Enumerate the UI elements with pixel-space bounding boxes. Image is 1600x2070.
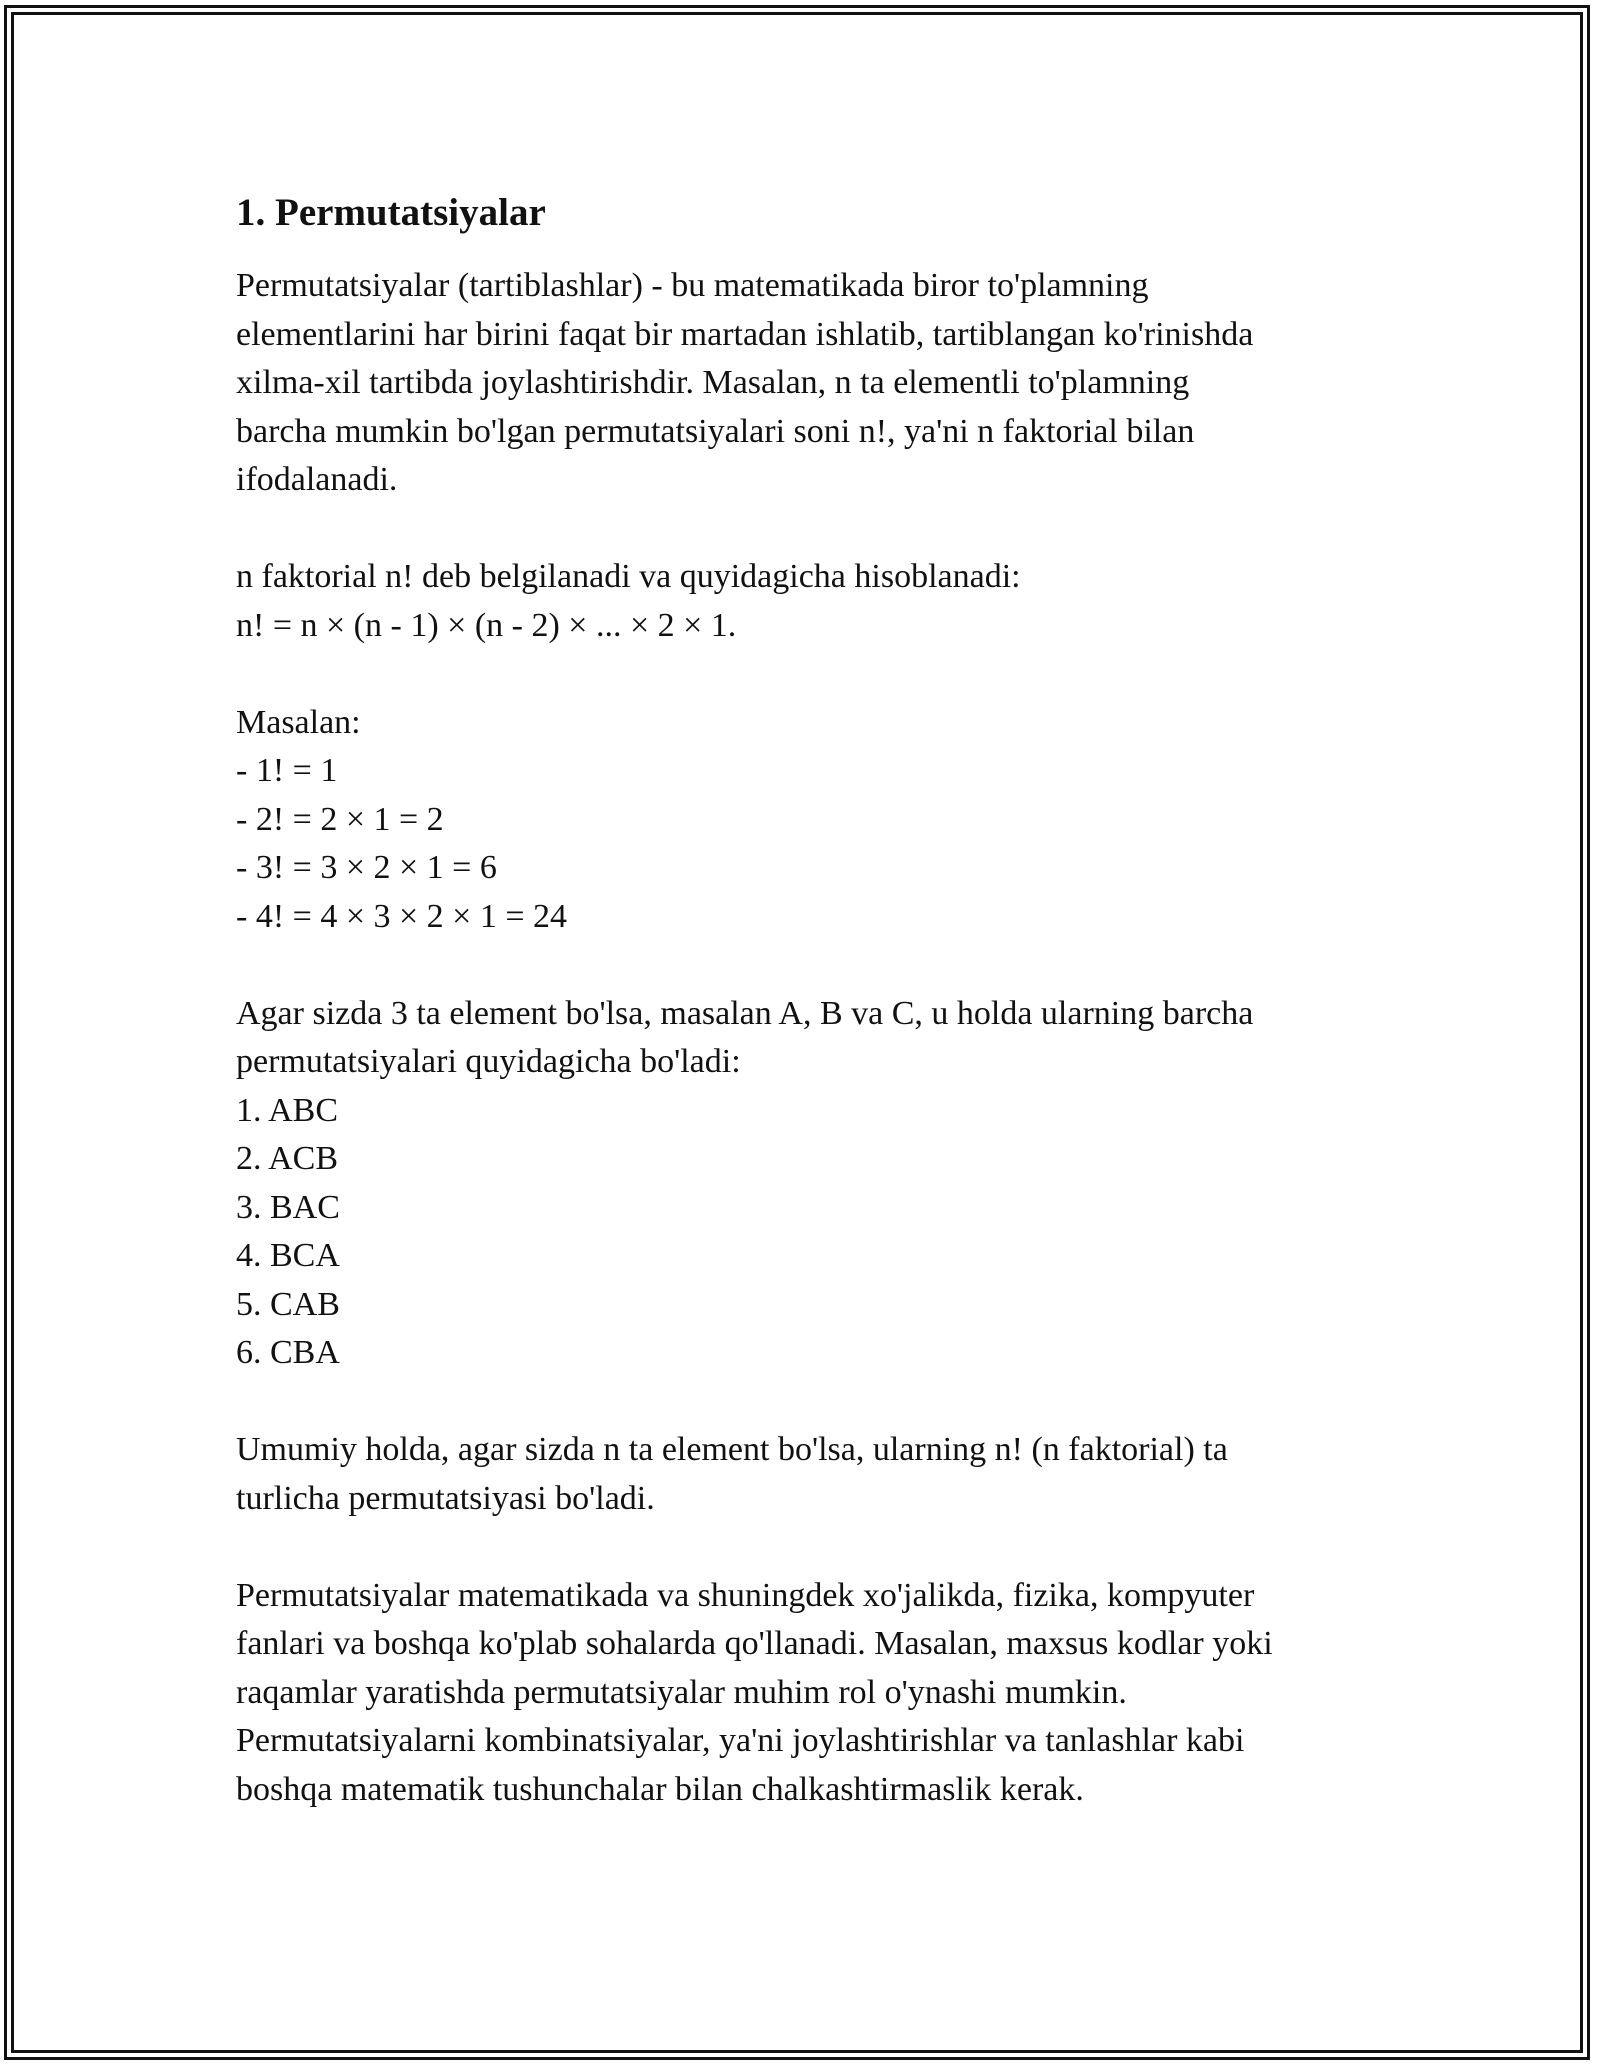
example-item: - 2! = 2 × 1 = 2	[236, 800, 444, 838]
text-line: elementlarini har birini faqat bir martadan ishlatib, tartiblangan ko'rinishda	[236, 315, 1254, 353]
paragraph-gap	[236, 941, 1386, 990]
example-item: - 3! = 3 × 2 × 1 = 6	[236, 849, 497, 886]
example-item: - 1! = 1	[236, 752, 338, 789]
paragraph-gap	[236, 1523, 1386, 1572]
permutation-item: 5. CAB	[236, 1285, 340, 1323]
text-line: boshqa matematik tushunchalar bilan chalkashtirmaslik kerak.	[236, 1770, 1084, 1808]
permutation-item: 6. CBA	[236, 1334, 340, 1371]
examples-heading: Masalan:	[236, 703, 361, 741]
text-line: barcha mumkin bo'lgan permutatsiyalari soni n!, ya'ni n faktorial bilan	[236, 412, 1195, 450]
text-line: Permutatsiyalarni kombinatsiyalar, ya'ni joylashtirishlar va tanlashlar kabi	[236, 1722, 1245, 1759]
text-line: Permutatsiyalar (tartiblashlar) - bu matematikada biror to'plamning	[236, 267, 1149, 304]
usage-paragraph	[236, 1572, 1386, 1815]
paragraph-gap	[236, 650, 1386, 699]
permutation-item: 1. ABC	[236, 1091, 339, 1129]
abc-permutations	[236, 990, 1386, 1378]
paragraph-gap	[236, 1378, 1386, 1427]
paragraph-gap	[236, 505, 1386, 554]
document-body	[236, 187, 1386, 1814]
permutation-item: 2. ACB	[236, 1140, 339, 1177]
intro-paragraph	[236, 262, 1386, 505]
permutation-item: 4. BCA	[236, 1237, 340, 1274]
text-line: xilma-xil tartibda joylashtirishdir. Masalan, n ta elementli to'plamning	[236, 364, 1190, 401]
text-line: Agar sizda 3 ta element bo'lsa, masalan A, B va C, u holda ularning barcha	[236, 994, 1254, 1032]
text-line: turlicha permutatsiyasi bo'ladi.	[236, 1479, 655, 1517]
factorial-examples	[236, 699, 1386, 942]
general-paragraph	[236, 1426, 1386, 1523]
text-line: fanlari va boshqa ko'plab sohalarda qo'llanadi. Masalan, maxsus kodlar yoki	[236, 1625, 1273, 1662]
text-line: raqamlar yaratishda permutatsiyalar muhim rol o'ynashi mumkin.	[236, 1673, 1127, 1711]
document-text	[236, 262, 1386, 1814]
text-line: Umumiy holda, agar sizda n ta element bo'lsa, ularning n! (n faktorial) ta	[236, 1431, 1228, 1468]
example-item: - 4! = 4 × 3 × 2 × 1 = 24	[236, 897, 568, 935]
text-line: n faktorial n! deb belgilanadi va quyidagicha hisoblanadi:	[236, 558, 1021, 595]
text-line: Permutatsiyalar matematikada va shuningdek xo'jalikda, fizika, kompyuter	[236, 1576, 1255, 1614]
factorial-definition	[236, 553, 1386, 650]
text-line: permutatsiyalari quyidagicha bo'ladi:	[236, 1043, 741, 1080]
permutation-item: 3. BAC	[236, 1188, 340, 1226]
text-line: ifodalanadi.	[236, 461, 398, 498]
section-title: 1. Permutatsiyalar	[236, 191, 546, 234]
factorial-formula: n! = n × (n - 1) × (n - 2) × ... × 2 × 1.	[236, 606, 737, 644]
